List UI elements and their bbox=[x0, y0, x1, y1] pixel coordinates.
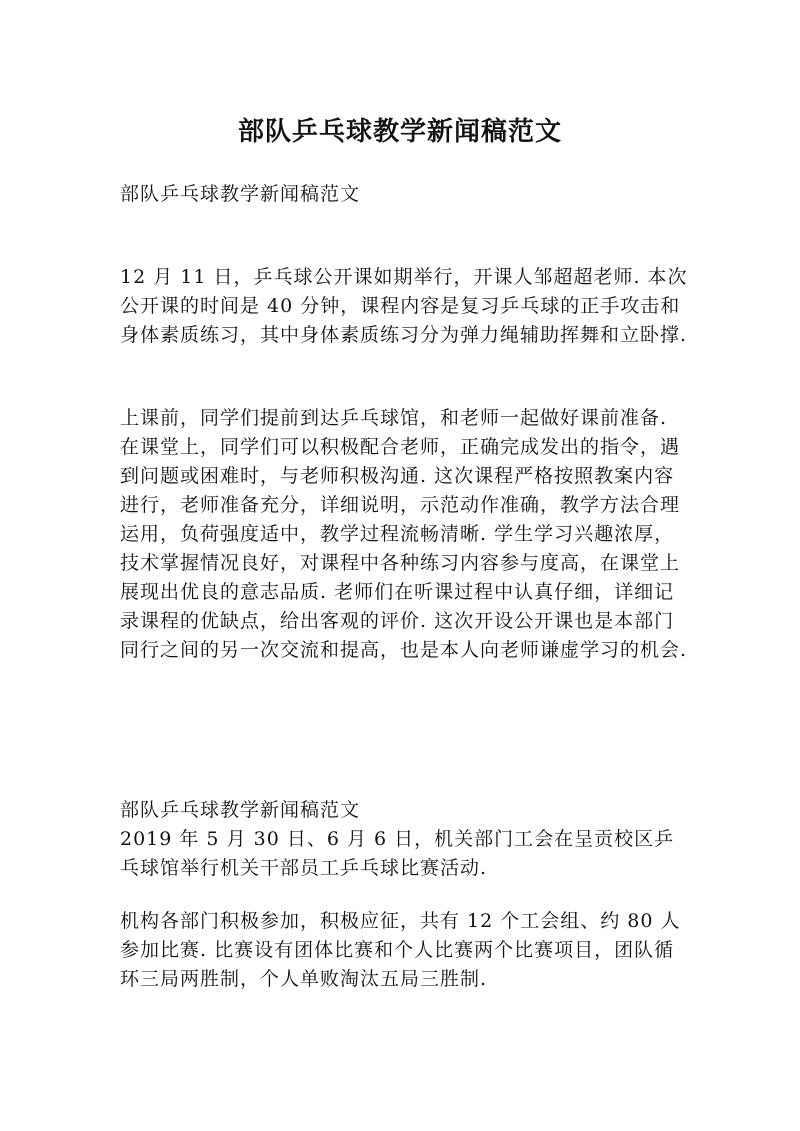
paragraph-4: 机构各部门积极参加，积极应征，共有 12 个工会组、约 80 人参加比赛. 比赛设有团体比赛和个人比赛两个比赛项目，团队循环三局两胜制，个人单败淘汰五局三胜制. bbox=[120, 910, 681, 990]
paragraph-3: 2019 年 5 月 30 日、6 月 6 日，机关部门工会在呈贡校区乒乓球馆举行机关干部员工乒乓球比赛活动. bbox=[120, 828, 675, 879]
paragraph-1: 12 月 11 日，乒乓球公开课如期举行，开课人邹超超老师. 本次公开课的时间是 40 分钟，课程内容是复习乒乓球的正手攻击和身体素质练习，其中身体素质练习分为弹力绳辅助挥舞和立卧撑. bbox=[120, 266, 688, 346]
section-subtitle-2: 部队乒乓球教学新闻稿范文 bbox=[120, 799, 361, 821]
paragraph-2: 上课前，同学们提前到达乒乓球馆，和老师一起做好课前准备. 在课堂上，同学们可以积极配合老师，正确完成发出的指令，遇到问题或困难时，与老师积极沟通. 这次课程严格按照教案内容进行，老师准备充分，详细说明，示范动作准确，教学方法合理运用，负荷强度适中，教学过程流畅清晰. 学生学习兴趣浓厚，技术掌握情况良好，对课程中各种练习内容参与度高，在课堂上展现出优良的意志品质. 老师们在听课过程中认真仔细，详细记录课程的优缺点，给出客观的评价. 这次开设公开课也是本部门同行之间的另一次交流和提高，也是本人向老师谦虚学习的机会. bbox=[120, 407, 688, 661]
section-subtitle: 部队乒乓球教学新闻稿范文 bbox=[120, 183, 361, 205]
document-title: 部队乒乓球教学新闻稿范文 bbox=[237, 117, 562, 147]
